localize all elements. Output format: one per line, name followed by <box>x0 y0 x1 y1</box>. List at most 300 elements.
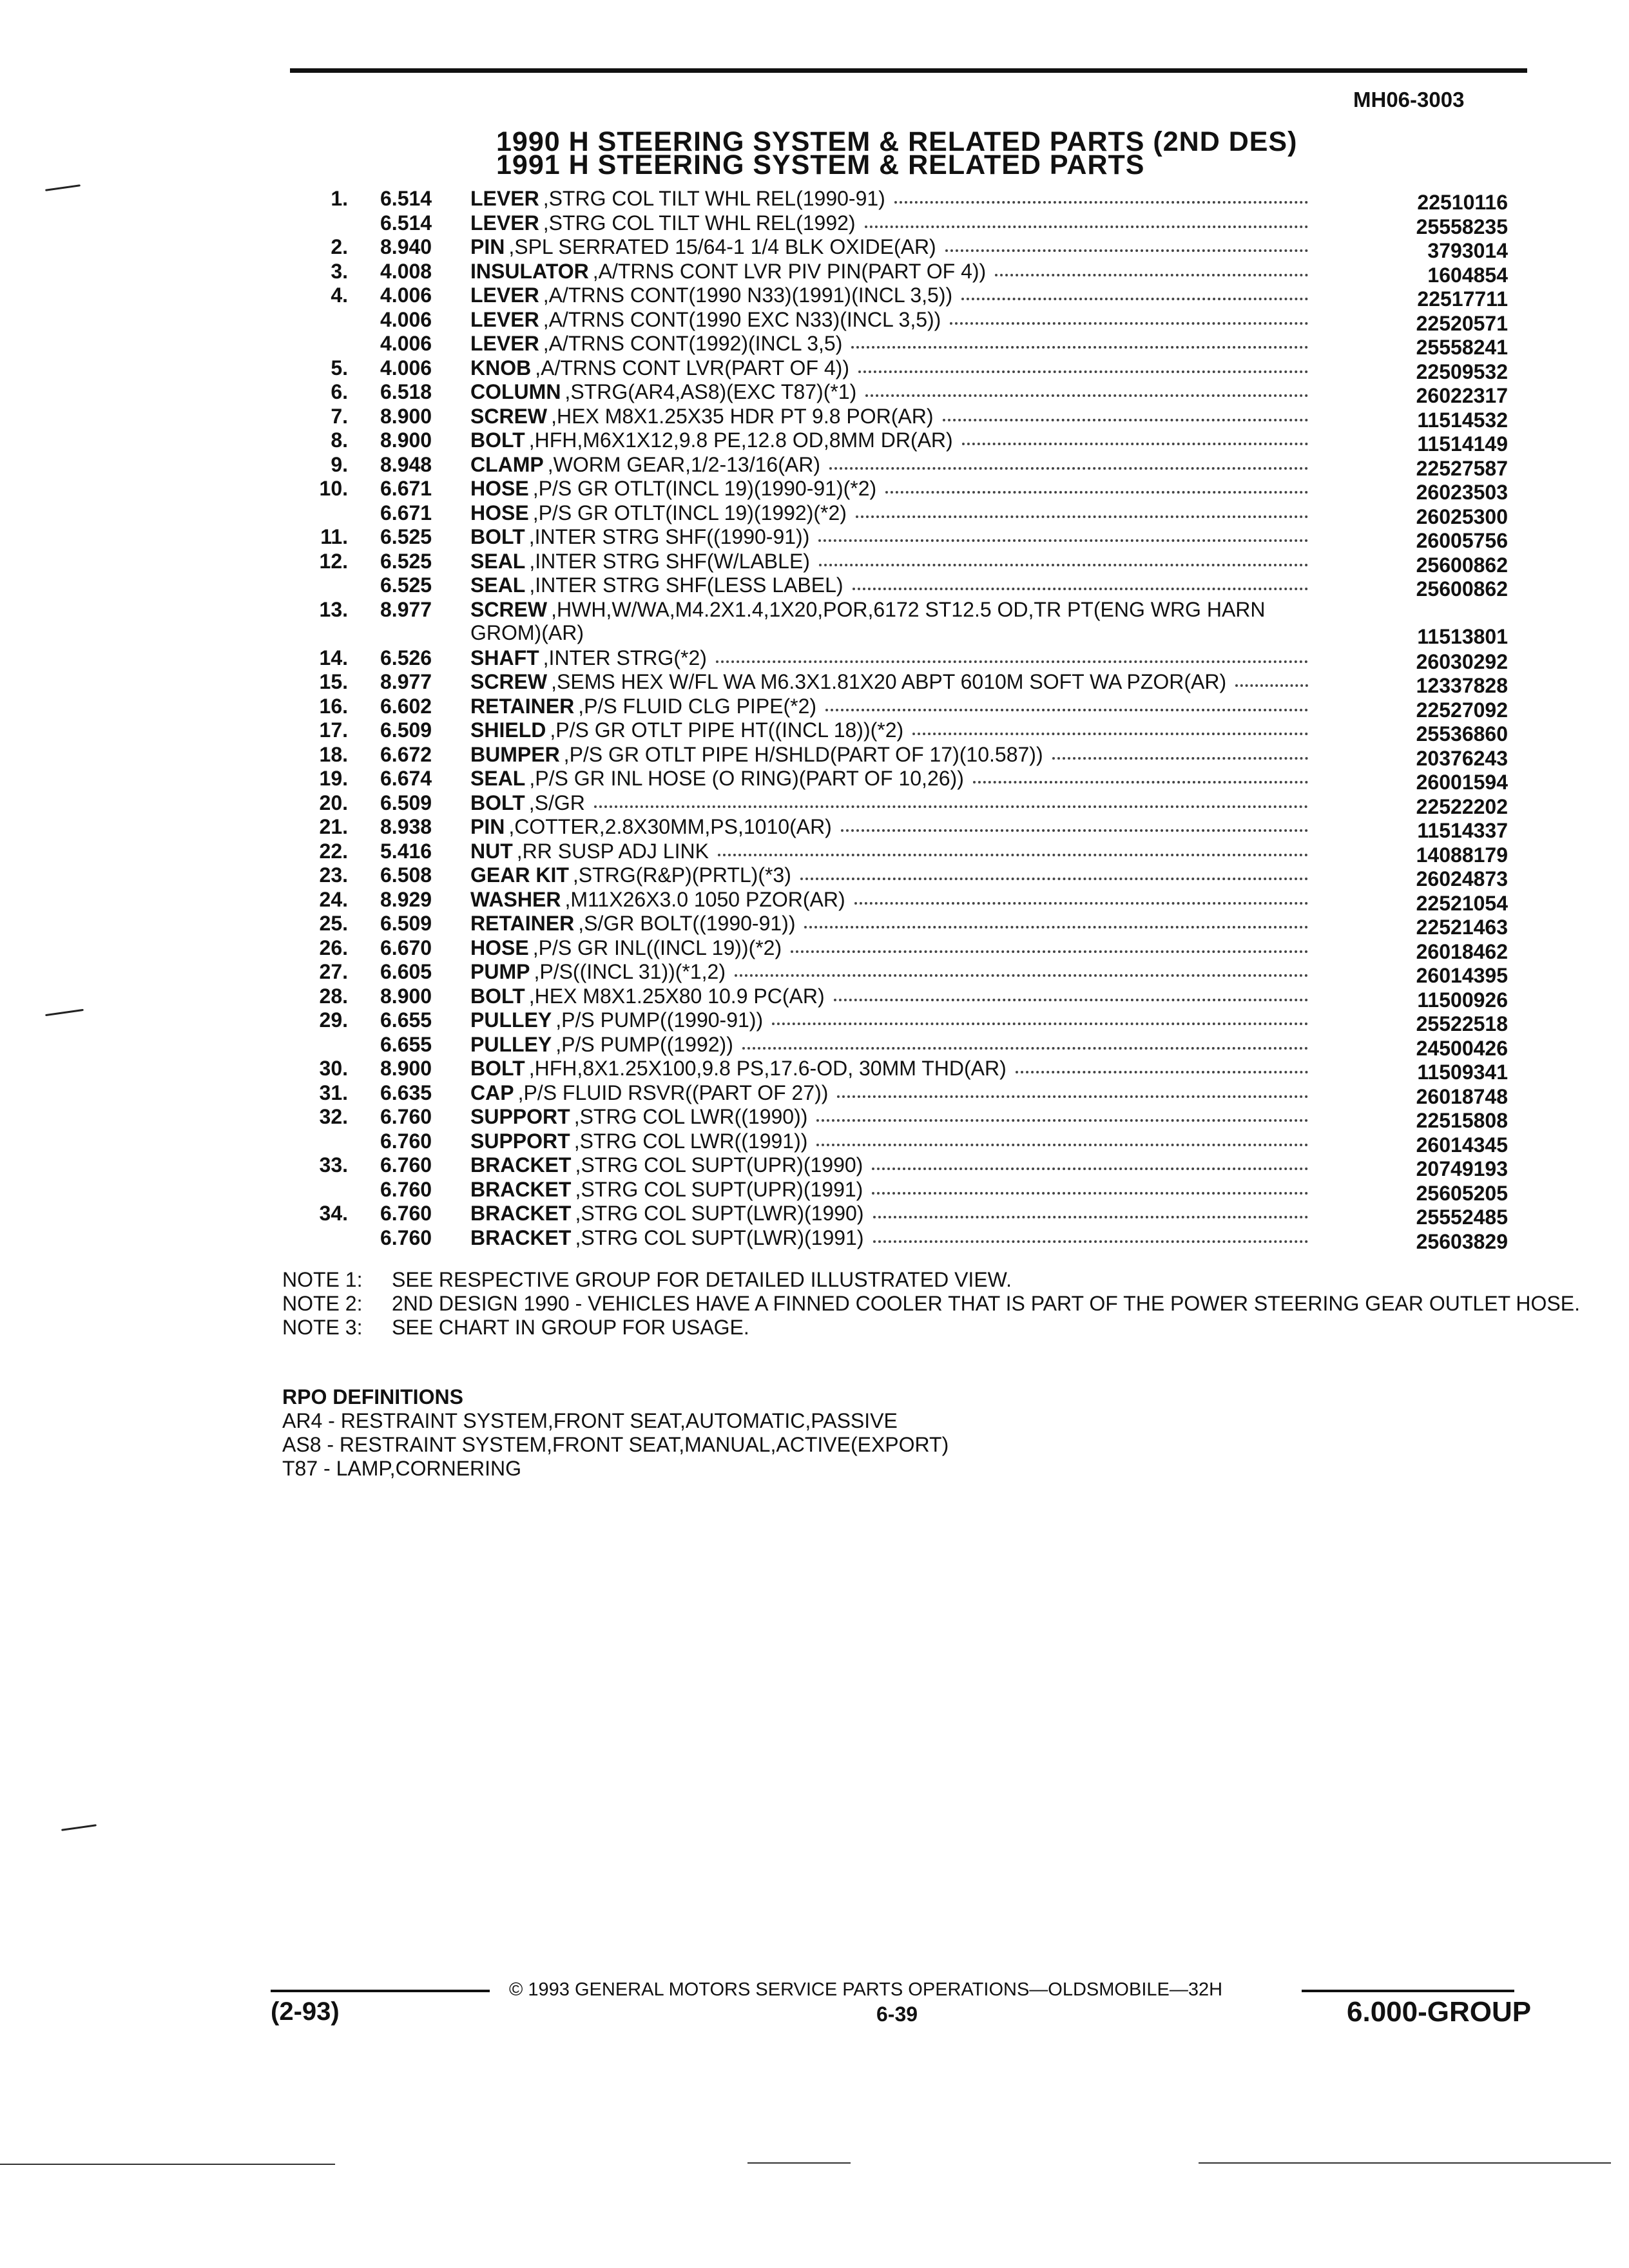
punch-hole-mark <box>45 1009 84 1016</box>
part-detail: ,HFH,8X1.25X100,9.8 PS,17.6-OD, 30MM THD(AR) <box>528 1057 1007 1080</box>
top-rule <box>290 68 1527 73</box>
part-description <box>470 815 1315 838</box>
part-description <box>470 670 1315 693</box>
part-number: 22521463 <box>1416 916 1508 939</box>
group-number: 8.929 <box>380 887 432 911</box>
group-number: 8.940 <box>380 235 432 258</box>
item-number: 9. <box>331 452 348 476</box>
part-name: SHIELD <box>470 718 546 742</box>
punch-hole-mark <box>45 184 81 191</box>
part-detail: ,STRG COL SUPT(LWR)(1991) <box>575 1225 864 1249</box>
part-name: BOLT <box>470 1057 525 1080</box>
part-row <box>271 1226 1508 1251</box>
dot-leader <box>856 501 1308 518</box>
part-name: BRACKET <box>470 1177 572 1201</box>
part-description <box>470 235 1315 258</box>
part-number: 11513801 <box>1417 624 1508 648</box>
group-number: 6.526 <box>380 646 432 669</box>
punch-hole-mark <box>61 1824 97 1831</box>
part-row <box>271 356 1508 381</box>
item-number: 16. <box>319 694 348 718</box>
item-number: 22. <box>319 839 348 863</box>
part-number: 25600862 <box>1416 553 1508 577</box>
part-description <box>470 260 1315 283</box>
dot-leader <box>1016 1057 1308 1073</box>
dot-leader <box>1052 743 1308 760</box>
group-number: 6.514 <box>380 187 432 210</box>
part-description <box>470 428 1315 452</box>
part-number: 26014395 <box>1416 964 1508 987</box>
part-number: 26030292 <box>1416 649 1508 673</box>
item-number: 26. <box>319 936 348 959</box>
part-name: PUMP <box>470 960 530 983</box>
part-row <box>271 501 1508 526</box>
group-number: 6.760 <box>380 1202 432 1225</box>
note <box>282 1292 1603 1316</box>
part-description <box>470 863 1315 887</box>
part-row <box>271 646 1508 671</box>
part-row <box>271 1153 1508 1178</box>
part-detail: ,HWH,W/WA,M4.2X1.4,1X20,POR,6172 ST12.5 OD,TR PT(ENG WRG HARN GROM)(AR) <box>470 597 1266 644</box>
part-detail: ,STRG(R&P)(PRTL)(*3) <box>572 863 791 887</box>
part-detail: ,S/GR <box>528 791 585 814</box>
group-number: 8.977 <box>380 597 432 621</box>
dot-leader <box>854 888 1308 905</box>
part-row <box>271 332 1508 359</box>
part-name: GEAR KIT <box>470 863 569 887</box>
part-name: BOLT <box>470 525 525 548</box>
part-description <box>470 453 1315 476</box>
part-detail: ,P/S GR INL HOSE (O RING)(PART OF 10,26)) <box>529 767 964 790</box>
dot-leader <box>995 260 1308 276</box>
part-number: 22520571 <box>1416 311 1508 335</box>
item-number: 3. <box>331 259 348 283</box>
item-number: 21. <box>319 815 348 838</box>
part-name: BOLT <box>470 428 525 452</box>
group-number: 6.509 <box>380 912 432 935</box>
footer-date: (2-93) <box>271 1997 340 2026</box>
part-row <box>271 404 1508 432</box>
part-row <box>271 477 1508 504</box>
part-description <box>470 888 1315 911</box>
part-description <box>470 187 1315 210</box>
group-number: 6.760 <box>380 1177 432 1201</box>
part-detail: ,WORM GEAR,1/2-13/16(AR) <box>547 452 820 476</box>
part-row <box>271 960 1508 985</box>
part-number: 22517711 <box>1417 287 1508 311</box>
part-detail: ,A/TRNS CONT LVR PIV PIN(PART OF 4)) <box>592 259 987 283</box>
group-number: 8.900 <box>380 1057 432 1080</box>
part-name: COLUMN <box>470 380 561 403</box>
part-number: 26023503 <box>1416 481 1508 504</box>
item-number: 5. <box>331 356 348 380</box>
part-name: BRACKET <box>470 1153 572 1177</box>
part-detail: ,SPL SERRATED 15/64-1 1/4 BLK OXIDE(AR) <box>508 235 936 258</box>
item-number: 1. <box>331 187 348 210</box>
part-row <box>271 1105 1508 1132</box>
part-row <box>271 1057 1508 1084</box>
part-detail: ,M11X26X3.0 1050 PZOR(AR) <box>564 887 845 911</box>
footer-rule-right <box>1302 1990 1514 1992</box>
part-detail: ,HEX M8X1.25X80 10.9 PC(AR) <box>528 984 825 1008</box>
note <box>282 1316 1603 1340</box>
dot-leader <box>800 863 1308 880</box>
part-row <box>271 670 1508 695</box>
part-number: 22510116 <box>1417 191 1508 214</box>
part-number: 26025300 <box>1416 505 1508 528</box>
part-row <box>271 187 1508 214</box>
part-description <box>470 550 1315 573</box>
dot-leader <box>816 1105 1308 1122</box>
group-number: 6.509 <box>380 718 432 742</box>
part-number: 26022317 <box>1416 384 1508 407</box>
part-detail: ,STRG COL TILT WHL REL(1992) <box>543 211 856 235</box>
part-name: SHAFT <box>470 646 539 669</box>
part-description <box>470 985 1315 1008</box>
part-row <box>271 525 1508 550</box>
dot-leader <box>718 840 1308 856</box>
part-number: 22522202 <box>1416 794 1508 818</box>
footer-page-number: 6-39 <box>876 2003 918 2026</box>
dot-leader <box>1235 670 1308 687</box>
dot-leader <box>716 646 1308 663</box>
item-number: 34. <box>319 1202 348 1225</box>
part-detail: ,RR SUSP ADJ LINK <box>516 839 709 863</box>
part-row <box>271 235 1508 260</box>
part-number: 11509341 <box>1417 1061 1508 1084</box>
part-description <box>470 308 1315 331</box>
group-number: 6.655 <box>380 1008 432 1032</box>
item-number: 33. <box>319 1153 348 1177</box>
part-detail: ,HEX M8X1.25X35 HDR PT 9.8 POR(AR) <box>551 404 934 428</box>
part-number: 24500426 <box>1416 1036 1508 1060</box>
part-name: RETAINER <box>470 912 575 935</box>
rpo-item: AS8 - RESTRAINT SYSTEM,FRONT SEAT,MANUAL,ACTIVE(EXPORT) <box>282 1433 949 1456</box>
part-number: 25522518 <box>1416 1012 1508 1035</box>
part-name: SEAL <box>470 573 526 597</box>
part-description <box>470 211 1315 235</box>
part-number: 26018748 <box>1416 1084 1508 1108</box>
item-number: 23. <box>319 863 348 887</box>
dot-leader <box>594 791 1308 808</box>
part-description <box>470 1081 1315 1104</box>
group-number: 6.525 <box>380 525 432 548</box>
part-number: 25558241 <box>1416 336 1508 359</box>
rpo-item: T87 - LAMP,CORNERING <box>282 1457 522 1480</box>
group-number: 6.525 <box>380 573 432 597</box>
dot-leader <box>885 477 1308 494</box>
part-description <box>470 912 1315 935</box>
item-number: 25. <box>319 912 348 935</box>
part-description <box>470 960 1315 983</box>
dot-leader <box>819 550 1308 566</box>
item-number: 30. <box>319 1057 348 1080</box>
note <box>282 1268 1603 1292</box>
item-number: 12. <box>319 549 348 573</box>
dot-leader <box>950 308 1308 325</box>
item-number: 10. <box>319 477 348 500</box>
document-id: MH06-3003 <box>1353 88 1465 111</box>
part-detail: ,P/S GR OTLT PIPE HT((INCL 18))(*2) <box>550 718 904 742</box>
scan-edge-line <box>747 2162 851 2164</box>
part-detail: ,STRG COL LWR((1990)) <box>574 1105 808 1128</box>
group-number: 6.655 <box>380 1032 432 1056</box>
item-number: 11. <box>320 525 348 548</box>
group-number: 5.416 <box>380 839 432 863</box>
dot-leader <box>853 573 1308 590</box>
part-number: 25600862 <box>1416 577 1508 601</box>
group-number: 6.674 <box>380 767 432 790</box>
group-number: 6.605 <box>380 960 432 983</box>
part-name: SCREW <box>470 670 548 693</box>
part-detail: ,STRG COL LWR((1991)) <box>574 1129 808 1153</box>
item-number: 32. <box>319 1105 348 1128</box>
part-description <box>470 1178 1315 1201</box>
part-number: 22527587 <box>1416 456 1508 480</box>
item-number: 2. <box>331 235 348 258</box>
group-number: 8.900 <box>380 404 432 428</box>
part-name: BUMPER <box>470 742 560 766</box>
part-row <box>271 887 1508 915</box>
item-number: 7. <box>331 404 348 428</box>
part-name: HOSE <box>470 501 529 524</box>
part-name: SUPPORT <box>470 1129 570 1153</box>
dot-leader <box>816 1129 1308 1146</box>
part-row <box>271 718 1508 743</box>
part-row <box>271 742 1508 770</box>
part-description <box>470 1153 1315 1177</box>
scan-edge-line <box>1199 2162 1611 2164</box>
item-number: 13. <box>319 597 348 621</box>
group-number: 4.006 <box>380 284 432 307</box>
group-number: 8.900 <box>380 428 432 452</box>
part-name: RETAINER <box>470 694 575 718</box>
part-description <box>470 1202 1315 1225</box>
part-number: 25536860 <box>1416 722 1508 745</box>
part-row <box>271 211 1508 236</box>
part-number: 26001594 <box>1416 771 1508 794</box>
part-name: CAP <box>470 1081 514 1104</box>
note-text: SEE RESPECTIVE GROUP FOR DETAILED ILLUSTRATED VIEW. <box>392 1268 1012 1291</box>
part-detail: ,A/TRNS CONT LVR(PART OF 4)) <box>535 356 849 380</box>
part-row <box>271 284 1508 311</box>
dot-leader <box>943 405 1309 421</box>
part-description <box>470 718 1315 742</box>
group-number: 6.760 <box>380 1105 432 1128</box>
part-number: 26014345 <box>1416 1133 1508 1157</box>
part-detail: ,P/S PUMP((1992)) <box>555 1032 733 1056</box>
item-number: 31. <box>319 1081 348 1104</box>
part-detail: ,SEMS HEX W/FL WA M6.3X1.81X20 ABPT 6010M SOFT WA PZOR(AR) <box>551 670 1227 693</box>
part-name: LEVER <box>470 284 539 307</box>
part-number: 20376243 <box>1416 746 1508 770</box>
part-name: KNOB <box>470 356 532 380</box>
part-detail: ,STRG(AR4,AS8)(EXC T87)(*1) <box>564 380 857 403</box>
part-description <box>470 743 1315 766</box>
dot-leader <box>841 815 1308 832</box>
part-row <box>271 1177 1508 1205</box>
group-number: 6.514 <box>380 211 432 235</box>
part-name: PIN <box>470 815 505 838</box>
part-name: BOLT <box>470 791 525 814</box>
footer-group: 6.000-GROUP <box>1347 1996 1532 2028</box>
page-title-line-2: 1991 H STEERING SYSTEM & RELATED PARTS <box>496 149 1145 180</box>
part-number: 11514532 <box>1417 408 1508 432</box>
part-row <box>271 598 1508 646</box>
note-label: NOTE 1: <box>282 1268 363 1291</box>
part-detail: ,INTER STRG SHF(LESS LABEL) <box>529 573 843 597</box>
part-name: LEVER <box>470 307 539 331</box>
part-detail: ,P/S GR OTLT PIPE H/SHLD(PART OF 17)(10.587)) <box>563 742 1043 766</box>
group-number: 6.508 <box>380 863 432 887</box>
part-description <box>470 573 1315 597</box>
part-description <box>470 1226 1315 1249</box>
part-name: SCREW <box>470 404 548 428</box>
part-row <box>271 984 1508 1012</box>
dot-leader <box>818 525 1308 542</box>
part-number: 25558235 <box>1416 215 1508 238</box>
group-number: 4.006 <box>380 356 432 380</box>
group-number: 6.518 <box>380 380 432 403</box>
dot-leader <box>912 718 1308 735</box>
note-text: SEE CHART IN GROUP FOR USAGE. <box>392 1316 749 1339</box>
item-number: 14. <box>319 646 348 669</box>
rpo-title: RPO DEFINITIONS <box>282 1385 463 1408</box>
dot-leader <box>945 235 1308 252</box>
part-description <box>470 936 1315 959</box>
dot-leader <box>894 187 1308 204</box>
item-number: 15. <box>319 670 348 693</box>
part-number: 25603829 <box>1416 1229 1508 1253</box>
dot-leader <box>865 380 1308 397</box>
part-detail: ,P/S GR OTLT(INCL 19)(1992)(*2) <box>532 501 847 524</box>
parts-list <box>271 187 1508 1253</box>
part-name: INSULATOR <box>470 259 589 283</box>
item-number: 17. <box>319 718 348 742</box>
part-number: 22509532 <box>1416 360 1508 383</box>
part-number: 25605205 <box>1416 1181 1508 1205</box>
item-number: 27. <box>319 960 348 983</box>
part-detail: ,P/S FLUID RSVR((PART OF 27)) <box>517 1081 829 1104</box>
part-row <box>271 380 1508 405</box>
part-name: PULLEY <box>470 1032 552 1056</box>
group-number: 8.938 <box>380 815 432 838</box>
part-detail: ,STRG COL SUPT(UPR)(1990) <box>575 1153 863 1177</box>
group-number: 6.760 <box>380 1129 432 1153</box>
part-number: 11514149 <box>1417 432 1508 456</box>
part-detail: ,P/S PUMP((1990-91)) <box>555 1008 764 1032</box>
part-description <box>470 356 1315 380</box>
dot-leader <box>825 695 1308 711</box>
dot-leader <box>961 284 1308 300</box>
part-detail: ,P/S((INCL 31))(*1,2) <box>534 960 726 983</box>
dot-leader <box>873 1226 1309 1243</box>
part-description <box>470 284 1315 307</box>
item-number: 19. <box>319 767 348 790</box>
item-number: 29. <box>319 1008 348 1032</box>
item-number: 20. <box>319 791 348 814</box>
group-number: 6.525 <box>380 549 432 573</box>
part-detail: ,INTER STRG SHF(W/LABLE) <box>529 549 810 573</box>
part-number: 25552485 <box>1416 1206 1508 1229</box>
part-name: SEAL <box>470 549 526 573</box>
dot-leader <box>851 332 1308 349</box>
dot-leader <box>872 1153 1308 1170</box>
group-number: 6.671 <box>380 501 432 524</box>
part-number: 22527092 <box>1416 698 1508 722</box>
part-name: NUT <box>470 839 513 863</box>
item-number: 28. <box>319 984 348 1008</box>
dot-leader <box>872 1178 1308 1195</box>
group-number: 6.671 <box>380 477 432 500</box>
part-row <box>271 428 1508 456</box>
part-detail: ,P/S GR OTLT(INCL 19)(1990-91)(*2) <box>532 477 877 500</box>
part-description <box>470 646 1315 669</box>
rpo-definitions <box>282 1385 949 1481</box>
part-detail: ,S/GR BOLT((1990-91)) <box>578 912 796 935</box>
dot-leader <box>742 1033 1308 1050</box>
part-number: 11514337 <box>1417 819 1508 842</box>
part-number: 11500926 <box>1417 988 1508 1012</box>
part-detail: ,HFH,M6X1X12,9.8 PE,12.8 OD,8MM DR(AR) <box>528 428 953 452</box>
item-number: 18. <box>319 742 348 766</box>
group-number: 8.900 <box>380 984 432 1008</box>
part-name: PULLEY <box>470 1008 552 1032</box>
part-name: CLAMP <box>470 452 544 476</box>
part-detail: ,P/S GR INL((INCL 19))(*2) <box>532 936 782 959</box>
scan-edge-line <box>0 2164 335 2165</box>
part-name: SEAL <box>470 767 526 790</box>
part-row <box>271 767 1508 794</box>
dot-leader <box>858 356 1308 373</box>
part-detail: ,STRG COL SUPT(LWR)(1990) <box>575 1202 864 1225</box>
group-number: 6.760 <box>380 1153 432 1177</box>
part-name: HOSE <box>470 936 529 959</box>
notes-section <box>282 1268 1603 1340</box>
dot-leader <box>804 912 1308 928</box>
part-row <box>271 912 1508 939</box>
part-number: 26005756 <box>1416 529 1508 552</box>
page-title-line-1: 1990 H STEERING SYSTEM & RELATED PARTS (2ND DES) <box>496 126 1298 157</box>
dot-leader <box>772 1008 1308 1025</box>
dot-leader <box>865 211 1308 228</box>
part-description <box>470 840 1315 863</box>
part-name: HOSE <box>470 477 529 500</box>
part-description <box>470 767 1315 790</box>
part-description <box>470 525 1315 548</box>
part-detail: ,A/TRNS CONT(1990 N33)(1991)(INCL 3,5)) <box>543 284 953 307</box>
part-name: LEVER <box>470 211 539 235</box>
part-detail: ,P/S FLUID CLG PIPE(*2) <box>578 694 817 718</box>
group-number: 4.006 <box>380 307 432 331</box>
part-detail: ,STRG COL TILT WHL REL(1990-91) <box>543 187 885 210</box>
part-row <box>271 694 1508 722</box>
part-row <box>271 1129 1508 1157</box>
part-row <box>271 259 1508 287</box>
dot-leader <box>834 985 1308 1001</box>
part-detail: ,INTER STRG SHF((1990-91)) <box>528 525 810 548</box>
part-number: 26018462 <box>1416 939 1508 963</box>
group-number: 8.977 <box>380 670 432 693</box>
rpo-item: AR4 - RESTRAINT SYSTEM,FRONT SEAT,AUTOMATIC,PASSIVE <box>282 1409 898 1432</box>
group-number: 4.006 <box>380 332 432 355</box>
dot-leader <box>962 428 1308 445</box>
group-number: 6.670 <box>380 936 432 959</box>
note-text: 2ND DESIGN 1990 - VEHICLES HAVE A FINNED COOLER THAT IS PART OF THE POWER STEERING GEAR OUTLET HOSE. <box>392 1292 1580 1315</box>
part-name: LEVER <box>470 187 539 210</box>
part-description <box>470 695 1315 718</box>
part-row <box>271 1202 1508 1229</box>
